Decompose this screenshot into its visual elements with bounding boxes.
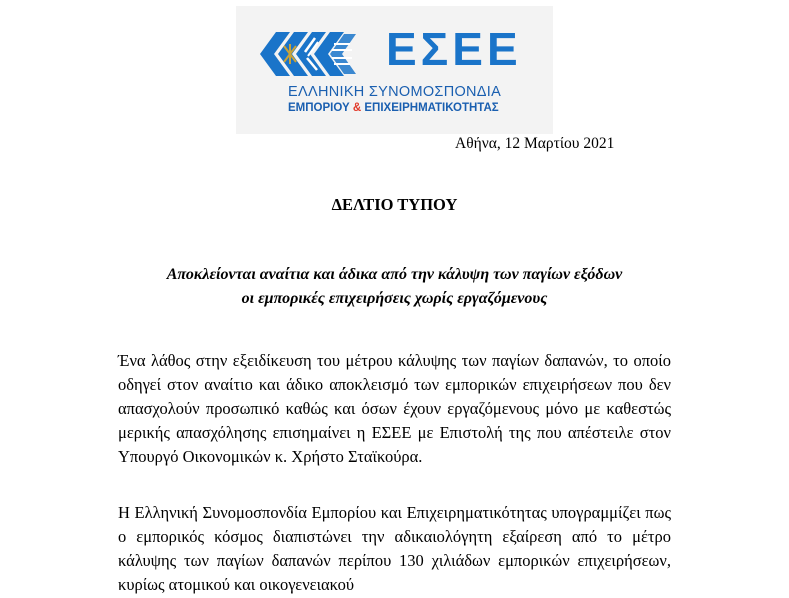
document-date: Αθήνα, 12 Μαρτίου 2021 — [455, 135, 615, 152]
press-release-title: ΔΕΛΤΙΟ ΤΥΠΟΥ — [331, 195, 458, 214]
headline-line-1: Αποκλείονται αναίτια και άδικα από την κάλυψη των παγίων εξόδων — [166, 266, 623, 283]
logo-ampersand: & — [352, 102, 362, 114]
logo-org-name: ΕΛΛΗΝΙΚΗ ΣΥΝΟΜΟΣΠΟΝΔΙΑ — [288, 84, 502, 100]
logo-subtitle-part-b: ΕΠΙΧΕΙΡΗΜΑΤΙΚΟΤΗΤΑΣ — [364, 102, 499, 114]
body-paragraph-2: Η Ελληνική Συνομοσπονδία Εμπορίου και Επιχειρηματικότητας υπογραμμίζει πως ο εμπορικός κόσμος διαπιστώνει την αδικαιολόγητη εξαίρεση από το μέτρο κάλυψης των παγίων δαπανών περίπου 130 χιλιάδων εμπορικών επιχειρήσεων, κυρίως ατομικού και οικογενειακού — [118, 503, 671, 594]
logo-org-subtitle — [288, 103, 499, 115]
logo — [236, 6, 553, 134]
headline — [95, 263, 694, 311]
body-paragraph-1: Ένα λάθος στην εξειδίκευση του μέτρου κάλυψης των παγίων δαπανών, το οποίο οδηγεί στον αναίτιο και άδικο αποκλεισμό των εμπορικών επιχειρήσεων που δεν απασχολούν προσωπικό καθώς και όσων έχουν εργαζόμενους μόνο με καθεστώς μερικής απασχόλησης επισημαίνει η ΕΣΕΕ με Επιστολή της που απέστειλε στον Υπουργό Οικονομικών κ. Χρήστο Σταϊκούρα. — [118, 351, 671, 466]
logo-subtitle-part-a: ΕΜΠΟΡΙΟΥ — [288, 102, 350, 114]
chevron-flag-icon — [260, 32, 358, 76]
logo-acronym: ΕΣΕΕ — [386, 23, 522, 75]
headline-line-2: οι εμπορικές επιχειρήσεις χωρίς εργαζόμενους — [241, 290, 548, 307]
